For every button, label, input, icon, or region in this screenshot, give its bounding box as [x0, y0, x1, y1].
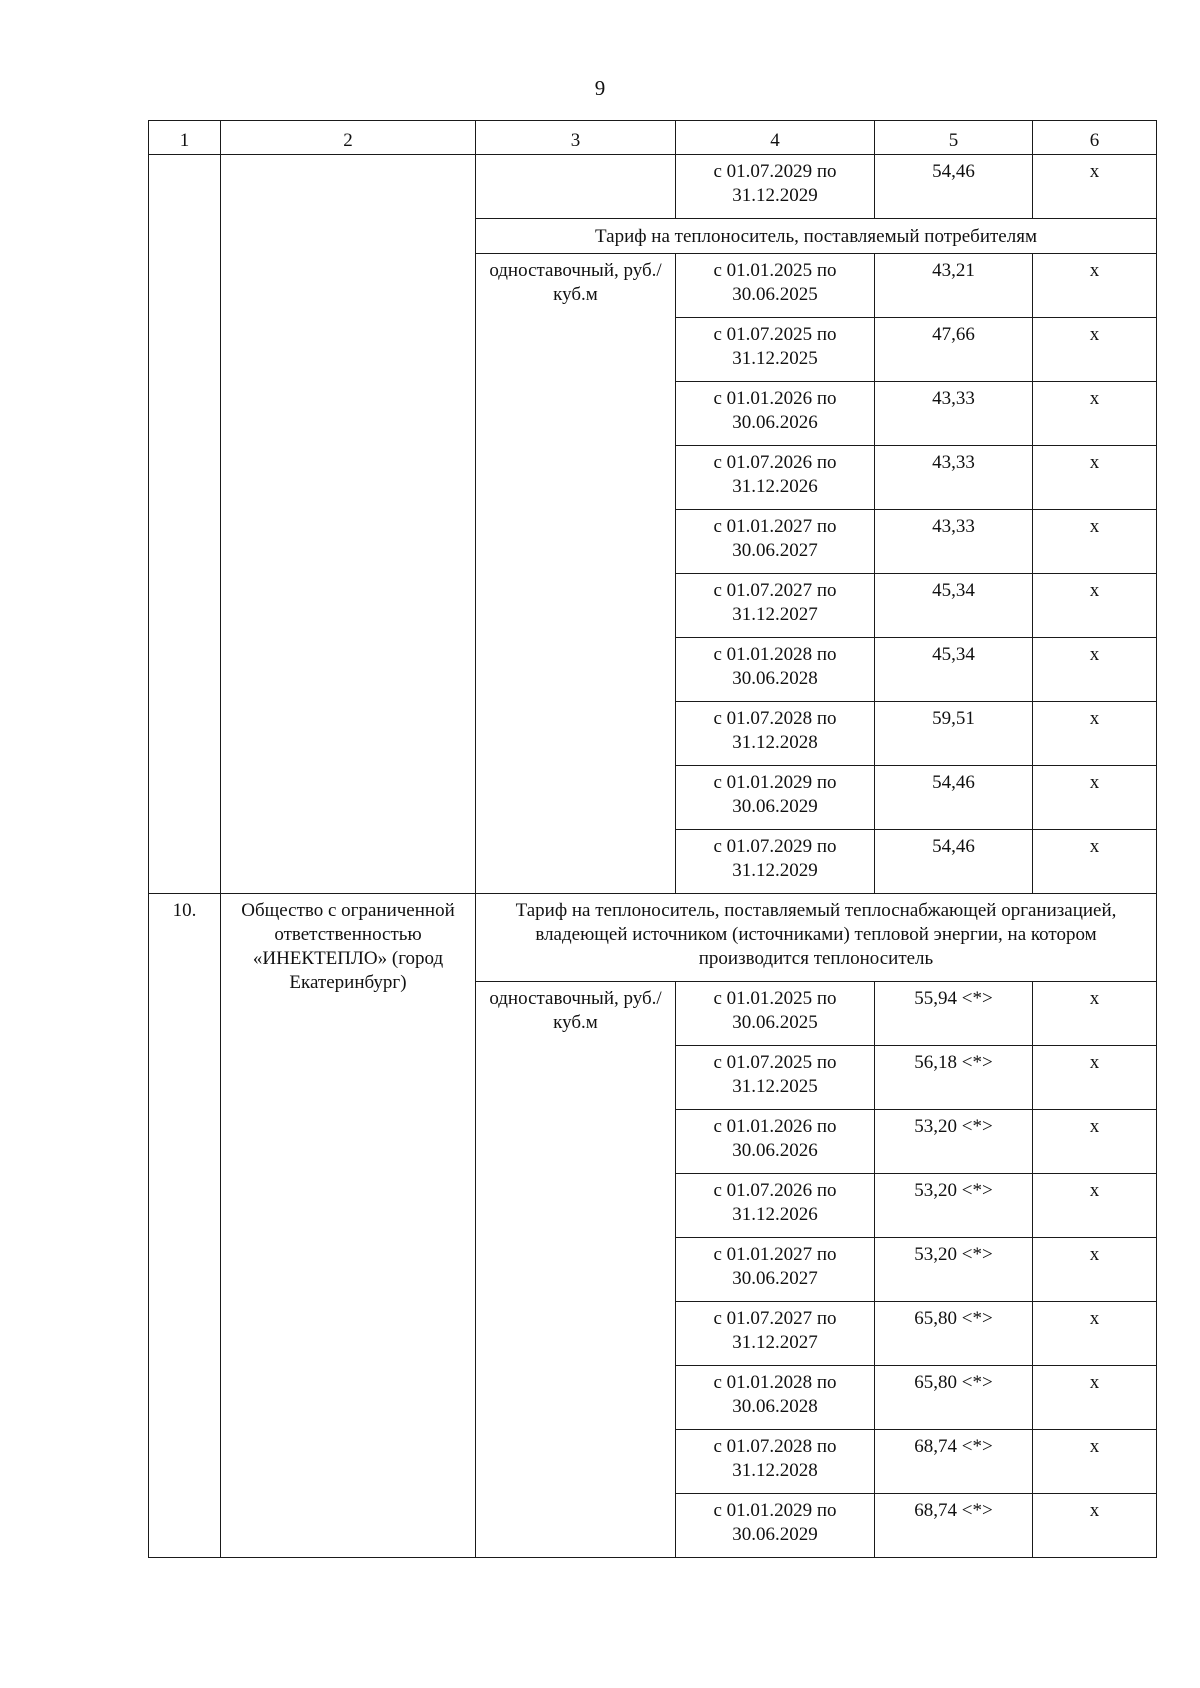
column-number: 6: [1033, 121, 1157, 155]
tariff-value-cell: 59,51: [875, 702, 1033, 766]
tariff-value-cell: 54,46: [875, 830, 1033, 894]
tariff-value-cell: 65,80 <*>: [875, 1366, 1033, 1430]
section-title: Тариф на теплоноситель, поставляемый потребителям: [476, 219, 1157, 254]
tariff-value-cell: 54,46: [875, 155, 1033, 219]
period-cell: с 01.01.2027 по 30.06.2027: [676, 1238, 875, 1302]
entry-title-row: [149, 894, 1157, 982]
tariff-value-cell: 56,18 <*>: [875, 1046, 1033, 1110]
period-cell: с 01.01.2025 по 30.06.2025: [676, 254, 875, 318]
entry-number-cell: [149, 155, 221, 894]
organization-cell: Общество с ограниченной ответственностью «ИНЕКТЕПЛО» (город Екатеринбург): [221, 894, 476, 1558]
column-6-cell: х: [1033, 638, 1157, 702]
column-number: 3: [476, 121, 676, 155]
organization-cell: [221, 155, 476, 894]
section-title: Тариф на теплоноситель, поставляемый теплоснабжающей организацией, владеющей источником (источниками) тепловой энергии, на котором производится теплоноситель: [476, 894, 1157, 982]
period-cell: с 01.07.2025 по 31.12.2025: [676, 1046, 875, 1110]
tariff-value-cell: 43,33: [875, 382, 1033, 446]
period-cell: с 01.01.2026 по 30.06.2026: [676, 382, 875, 446]
column-number: 4: [676, 121, 875, 155]
rate-type-cell: [476, 155, 676, 219]
tariff-value-cell: 43,33: [875, 510, 1033, 574]
column-6-cell: х: [1033, 1494, 1157, 1558]
tariff-value-cell: 45,34: [875, 638, 1033, 702]
tariff-value-cell: 55,94 <*>: [875, 982, 1033, 1046]
column-6-cell: х: [1033, 982, 1157, 1046]
period-cell: с 01.01.2028 по 30.06.2028: [676, 1366, 875, 1430]
period-cell: с 01.01.2025 по 30.06.2025: [676, 982, 875, 1046]
page-number: 9: [594, 76, 606, 100]
period-cell: с 01.07.2027 по 31.12.2027: [676, 574, 875, 638]
tariff-value-cell: 65,80 <*>: [875, 1302, 1033, 1366]
column-6-cell: х: [1033, 1430, 1157, 1494]
rate-type-cell: одноставочный, руб./куб.м: [476, 254, 676, 894]
tariff-value-cell: 68,74 <*>: [875, 1430, 1033, 1494]
column-6-cell: х: [1033, 574, 1157, 638]
tariff-value-cell: 47,66: [875, 318, 1033, 382]
column-6-cell: х: [1033, 1366, 1157, 1430]
column-6-cell: х: [1033, 446, 1157, 510]
column-6-cell: х: [1033, 830, 1157, 894]
period-cell: с 01.07.2026 по 31.12.2026: [676, 1174, 875, 1238]
period-cell: с 01.01.2028 по 30.06.2028: [676, 638, 875, 702]
table-row: [149, 155, 1157, 219]
column-6-cell: х: [1033, 155, 1157, 219]
period-cell: с 01.01.2027 по 30.06.2027: [676, 510, 875, 574]
tariff-value-cell: 45,34: [875, 574, 1033, 638]
period-cell: с 01.07.2026 по 31.12.2026: [676, 446, 875, 510]
column-number: 2: [221, 121, 476, 155]
period-cell: с 01.07.2028 по 31.12.2028: [676, 1430, 875, 1494]
column-6-cell: х: [1033, 1046, 1157, 1110]
column-6-cell: х: [1033, 702, 1157, 766]
column-6-cell: х: [1033, 1110, 1157, 1174]
column-6-cell: х: [1033, 1174, 1157, 1238]
tariff-value-cell: 53,20 <*>: [875, 1238, 1033, 1302]
tariff-value-cell: 43,21: [875, 254, 1033, 318]
tariff-value-cell: 68,74 <*>: [875, 1494, 1033, 1558]
column-6-cell: х: [1033, 1302, 1157, 1366]
period-cell: с 01.01.2029 по 30.06.2029: [676, 1494, 875, 1558]
column-6-cell: х: [1033, 254, 1157, 318]
tariff-value-cell: 53,20 <*>: [875, 1174, 1033, 1238]
period-cell: с 01.01.2029 по 30.06.2029: [676, 766, 875, 830]
column-6-cell: х: [1033, 382, 1157, 446]
column-6-cell: х: [1033, 1238, 1157, 1302]
column-6-cell: х: [1033, 510, 1157, 574]
column-number: 1: [149, 121, 221, 155]
entry-number-cell: 10.: [149, 894, 221, 1558]
tariff-value-cell: 43,33: [875, 446, 1033, 510]
column-6-cell: х: [1033, 318, 1157, 382]
period-cell: с 01.01.2026 по 30.06.2026: [676, 1110, 875, 1174]
period-cell: с 01.07.2028 по 31.12.2028: [676, 702, 875, 766]
column-number-row: [149, 121, 1157, 155]
tariff-value-cell: 53,20 <*>: [875, 1110, 1033, 1174]
tariff-value-cell: 54,46: [875, 766, 1033, 830]
tariff-table: [148, 120, 1157, 1558]
column-number: 5: [875, 121, 1033, 155]
period-cell: с 01.07.2025 по 31.12.2025: [676, 318, 875, 382]
period-cell: с 01.07.2027 по 31.12.2027: [676, 1302, 875, 1366]
rate-type-cell: одноставочный, руб./куб.м: [476, 982, 676, 1558]
period-cell: с 01.07.2029 по 31.12.2029: [676, 155, 875, 219]
column-6-cell: х: [1033, 766, 1157, 830]
period-cell: с 01.07.2029 по 31.12.2029: [676, 830, 875, 894]
